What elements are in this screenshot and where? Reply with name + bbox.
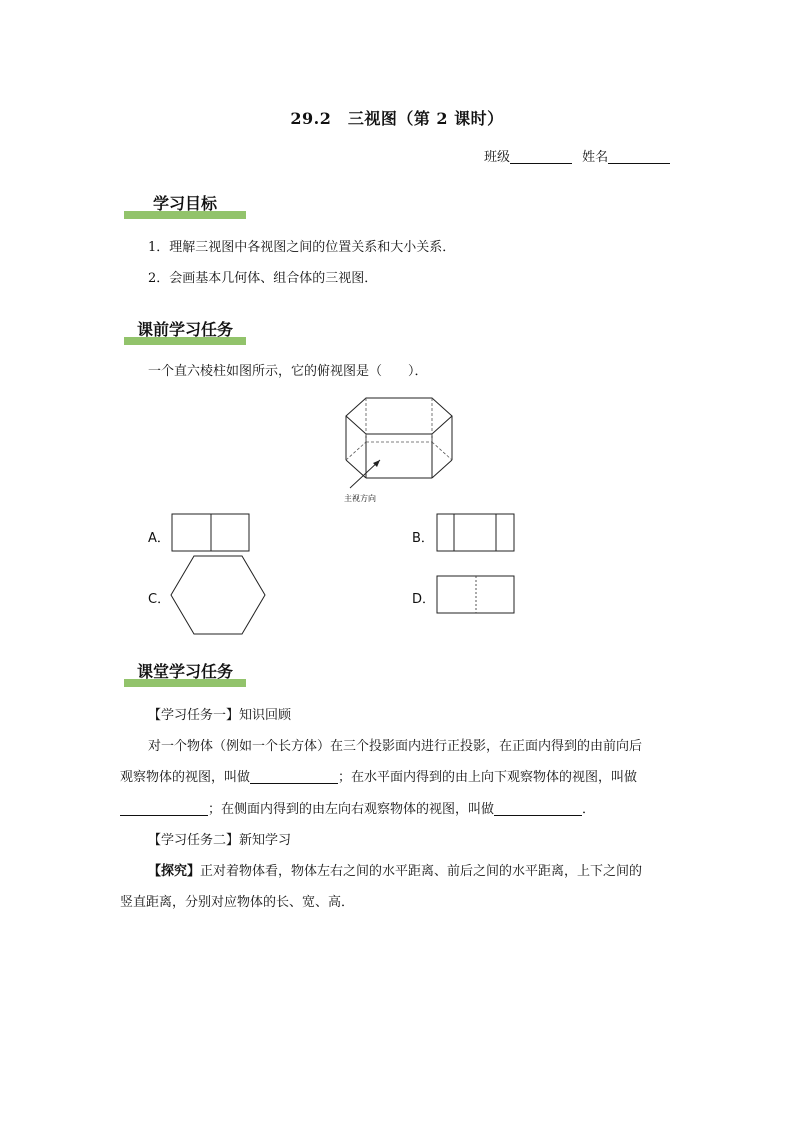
task1-paragraph-line2: [120, 768, 637, 788]
page-title: 29.2 三视图（第 2 课时）: [290, 109, 504, 128]
pre-task-question: 一个直六棱柱如图所示，它的俯视图是（ ）．: [148, 364, 428, 379]
task1-paragraph-line1: 对一个物体（例如一个长方体）在三个投影面内进行正投影，在正面内得到的由前向后: [148, 739, 643, 754]
option-b-figure: [436, 513, 516, 553]
answer-blank-side-view[interactable]: [494, 801, 582, 816]
explore-tag: 【探究】: [148, 864, 201, 879]
text-fragment: 正对着物体看，物体左右之间的水平距离、前后之间的水平距离，上下之间的: [200, 864, 643, 879]
task2-paragraph-line2: 竖直距离，分别对应物体的长、宽、高．: [120, 895, 355, 910]
text-fragment: ．: [582, 802, 596, 817]
section-title: 学习目标: [152, 194, 217, 213]
text-fragment: ；在侧面内得到的由左向右观察物体的视图，叫做: [208, 802, 495, 817]
section-title: 课堂学习任务: [136, 662, 233, 681]
goal-1: 1．理解三视图中各视图之间的位置关系和大小关系．: [148, 240, 456, 255]
option-a-label[interactable]: A．: [148, 531, 170, 546]
goal-2: 2．会画基本几何体、组合体的三视图．: [148, 271, 378, 286]
option-d-figure: [436, 575, 516, 615]
section-title: 课前学习任务: [136, 320, 233, 339]
name-label: 姓名: [582, 150, 609, 165]
option-b-label[interactable]: B．: [412, 531, 434, 546]
class-label: 班级: [484, 150, 511, 165]
task1-heading: 【学习任务一】知识回顾: [148, 708, 292, 723]
student-info: [484, 146, 670, 165]
name-blank[interactable]: [608, 149, 670, 164]
task1-paragraph-line3: [120, 800, 595, 820]
task2-paragraph-line1: [148, 862, 642, 882]
figure-caption: 主视方向: [344, 494, 376, 503]
option-a-figure: [171, 513, 251, 553]
option-d-label[interactable]: D．: [412, 592, 436, 607]
option-c-figure: [168, 554, 268, 638]
text-fragment: 观察物体的视图，叫做: [120, 770, 251, 785]
hexagonal-prism-figure: [336, 394, 466, 506]
task2-heading: 【学习任务二】新知学习: [148, 833, 292, 848]
answer-blank-front-view[interactable]: [250, 769, 338, 784]
answer-blank-top-view[interactable]: [120, 801, 208, 816]
option-c-label[interactable]: C．: [148, 592, 171, 607]
text-fragment: ；在水平面内得到的由上向下观察物体的视图，叫做: [338, 770, 638, 785]
class-blank[interactable]: [510, 149, 572, 164]
